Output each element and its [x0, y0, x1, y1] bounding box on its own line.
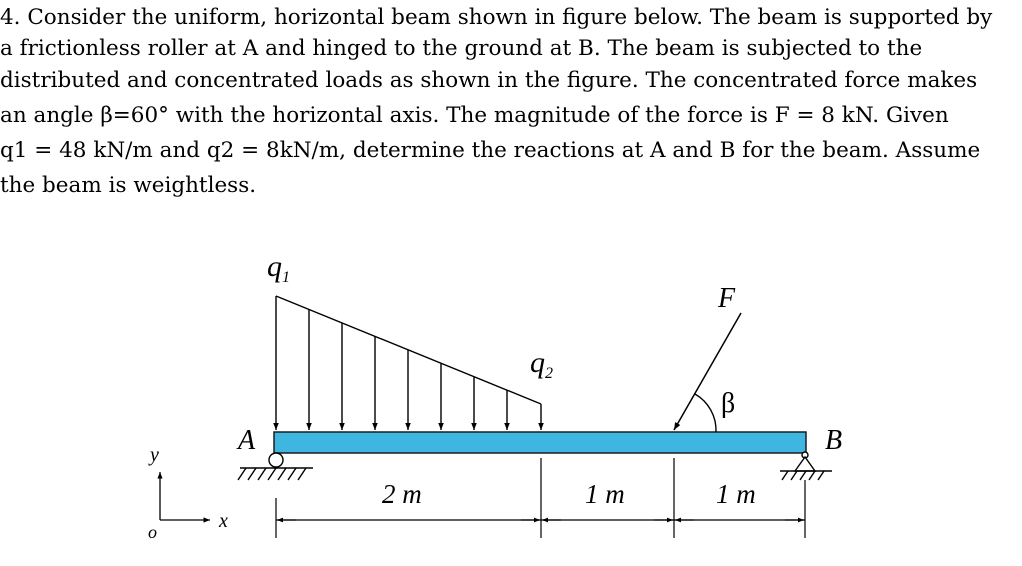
angle-arc	[695, 394, 716, 432]
problem-line-1: 4. Consider the uniform, horizontal beam shown in figure below. The beam is supported by	[0, 5, 993, 30]
ground-hatch	[238, 468, 306, 480]
q2-label: $q_2$	[530, 346, 553, 382]
load-arrows	[276, 296, 541, 430]
dimension-1m-first: 1 m	[585, 479, 625, 509]
pin-triangle	[795, 457, 815, 471]
angle-beta-label: β	[721, 388, 736, 419]
pin-support-b	[780, 452, 832, 480]
problem-line-2: a frictionless roller at A and hinged to the ground at B. The beam is subjected to the	[0, 36, 923, 61]
problem-line-3: distributed and concentrated loads as shown in the figure. The concentrated force makes	[0, 68, 978, 93]
dimension-2m: 2 m	[382, 479, 422, 509]
roller-wheel	[269, 453, 283, 467]
force-label: F	[718, 283, 736, 314]
coordinate-axes	[160, 472, 210, 520]
problem-line-6: the beam is weightless.	[0, 173, 257, 198]
x-axis-label: x	[219, 510, 228, 532]
ground-hatch	[782, 471, 824, 480]
y-axis-label: y	[150, 444, 159, 466]
origin-label: o	[148, 522, 157, 542]
q1-label: $q_1$	[267, 250, 290, 286]
dimension-1m-second: 1 m	[716, 479, 756, 509]
distributed-load	[276, 296, 541, 430]
problem-line-4: an angle β=60° with the horizontal axis. The magnitude of the force is F = 8 kN. Given	[0, 103, 949, 128]
problem-statement	[0, 0, 1010, 203]
point-b-label: B	[825, 425, 843, 456]
beam-figure	[0, 230, 1022, 566]
problem-line-5: q1 = 48 kN/m and q2 = 8kN/m, determine the reactions at A and B for the beam. Assume	[0, 138, 981, 163]
point-a-label: A	[238, 425, 256, 456]
roller-support-a	[238, 453, 313, 480]
beam	[274, 432, 806, 453]
